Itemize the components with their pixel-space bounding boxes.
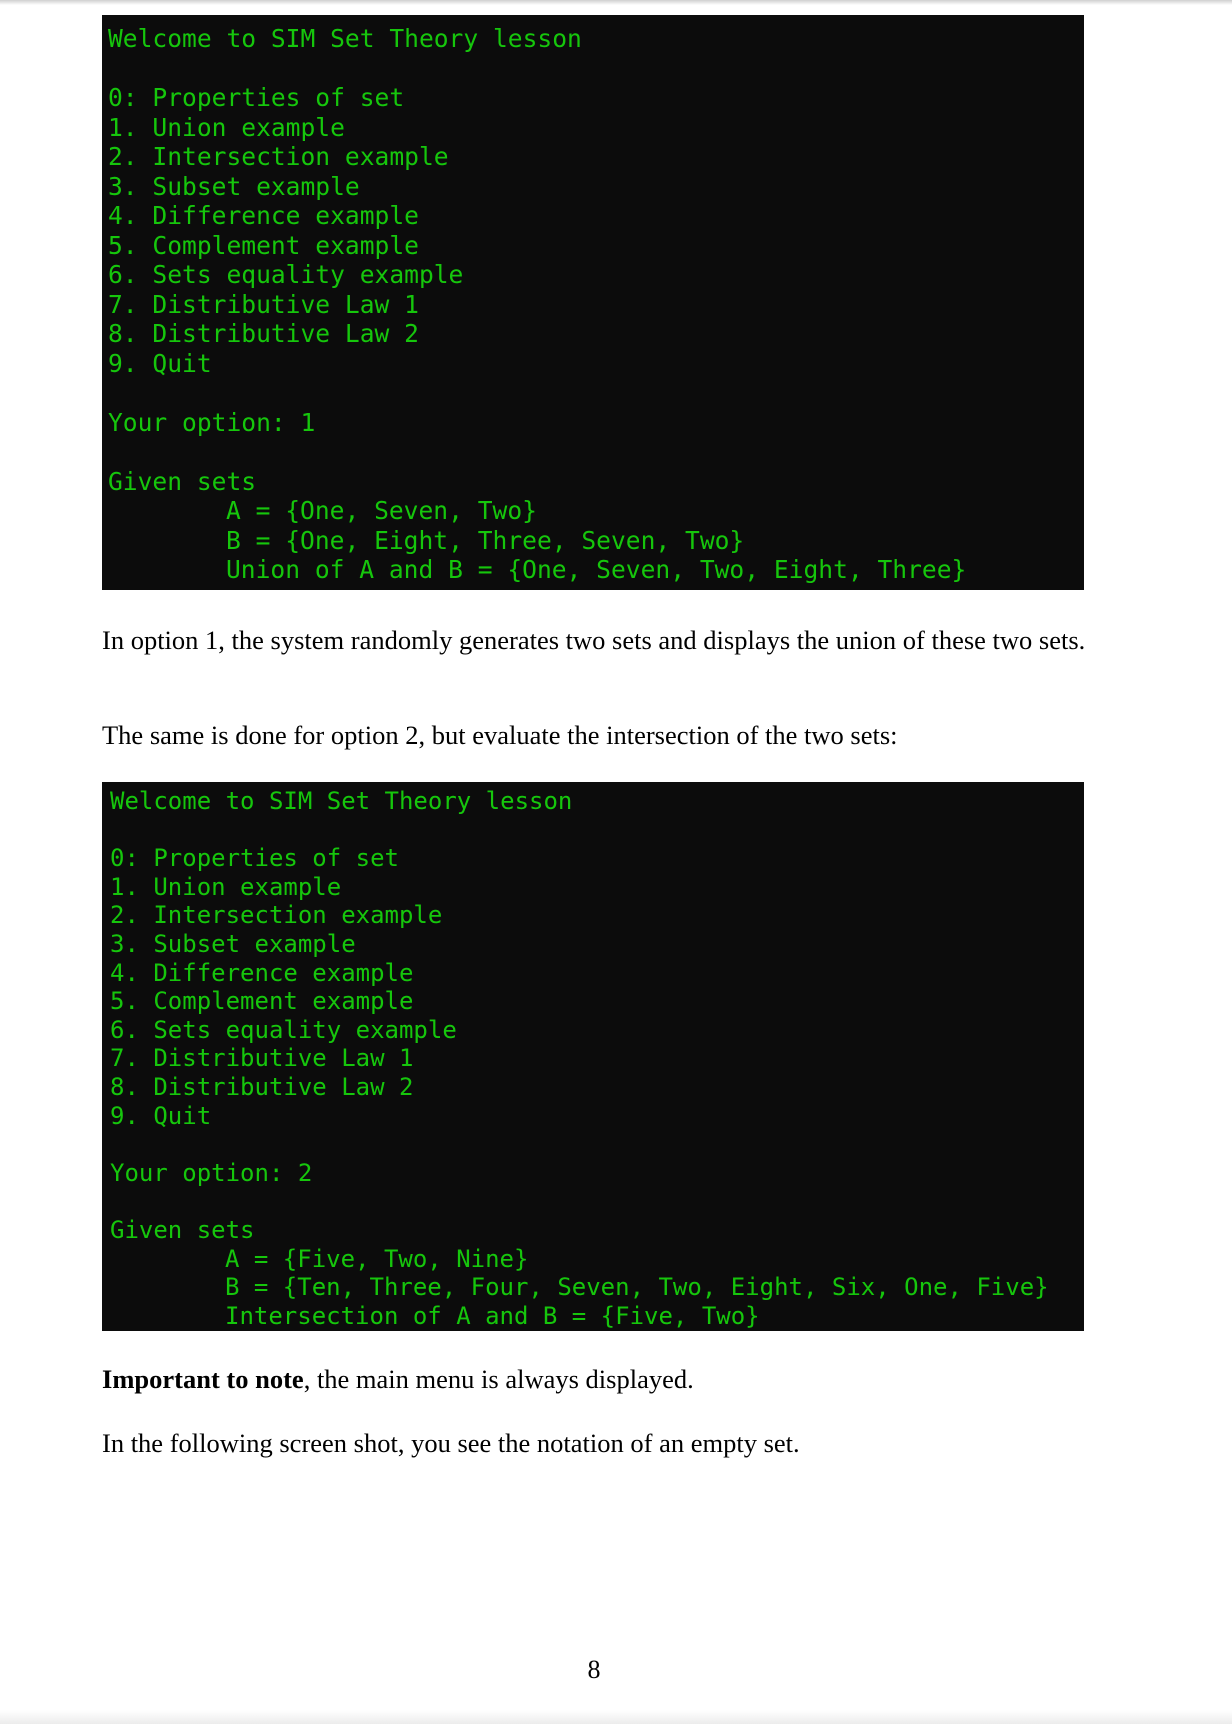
- given-sets-label: Given sets: [108, 466, 257, 496]
- menu-item: 5. Complement example: [110, 987, 414, 1016]
- paragraph-empty-set: In the following screen shot, you see the notation of an empty set.: [102, 1428, 800, 1458]
- menu-item: 7. Distributive Law 1: [108, 289, 419, 319]
- important-note-text: , the main menu is always displayed.: [303, 1364, 694, 1394]
- menu-item: 4. Difference example: [108, 201, 419, 230]
- menu-item: 6. Sets equality example: [110, 1015, 457, 1044]
- terminal-screenshot-union: [102, 15, 1084, 590]
- menu-item: 7. Distributive Law 1: [110, 1044, 414, 1073]
- blank-line: [110, 1130, 1084, 1159]
- option-prompt: Your option: 2: [110, 1158, 313, 1187]
- terminal-title: Welcome to SIM Set Theory lesson: [108, 24, 582, 53]
- set-b-line: B = {One, Eight, Three, Seven, Two}: [226, 525, 745, 555]
- menu-item: 0: Properties of set: [108, 83, 405, 112]
- menu-item: 4. Difference example: [110, 958, 414, 987]
- blank-line: [110, 816, 1084, 845]
- blank-line: [108, 54, 1084, 84]
- paragraph-important-note: [102, 1363, 1092, 1395]
- menu-item: 2. Intersection example: [108, 142, 449, 171]
- set-b-line: B = {Ten, Three, Four, Seven, Two, Eight, Six, One, Five}: [225, 1273, 1049, 1302]
- blank-line: [108, 437, 1084, 467]
- given-sets-label: Given sets: [110, 1215, 255, 1244]
- page-number: 8: [587, 1655, 601, 1684]
- page-bottom-edge: [0, 1710, 1232, 1724]
- terminal-screenshot-intersection: [102, 782, 1084, 1331]
- menu-item: 8. Distributive Law 2: [110, 1072, 414, 1101]
- set-a-line: A = {One, Seven, Two}: [226, 496, 537, 525]
- menu-item: 1. Union example: [108, 112, 345, 142]
- blank-line: [108, 378, 1084, 408]
- important-note-bold: Important to note: [102, 1364, 304, 1394]
- menu-item: 9. Quit: [108, 348, 212, 378]
- blank-line: [110, 1187, 1084, 1216]
- menu-item: 1. Union example: [110, 872, 342, 901]
- menu-item: 3. Subset example: [110, 929, 356, 958]
- terminal-title: Welcome to SIM Set Theory lesson: [110, 787, 573, 815]
- menu-item: 5. Complement example: [108, 230, 419, 260]
- option-prompt: Your option: 1: [108, 407, 316, 437]
- menu-item: 0: Properties of set: [110, 844, 399, 873]
- result-line: Union of A and B = {One, Seven, Two, Eight, Three}: [226, 555, 967, 584]
- paragraph-option-2: The same is done for option 2, but evaluate the intersection of the two sets:: [102, 720, 898, 750]
- page-top-edge: [0, 0, 1232, 5]
- menu-item: 2. Intersection example: [110, 901, 443, 930]
- menu-item: 8. Distributive Law 2: [108, 319, 419, 348]
- set-a-line: A = {Five, Two, Nine}: [225, 1244, 529, 1273]
- menu-item: 6. Sets equality example: [108, 260, 464, 289]
- menu-item: 9. Quit: [110, 1101, 212, 1130]
- result-line: Intersection of A and B = {Five, Two}: [225, 1301, 760, 1330]
- paragraph-option-1: In option 1, the system randomly generates two sets and displays the union of these two sets.: [102, 625, 1086, 655]
- menu-item: 3. Subset example: [108, 171, 360, 201]
